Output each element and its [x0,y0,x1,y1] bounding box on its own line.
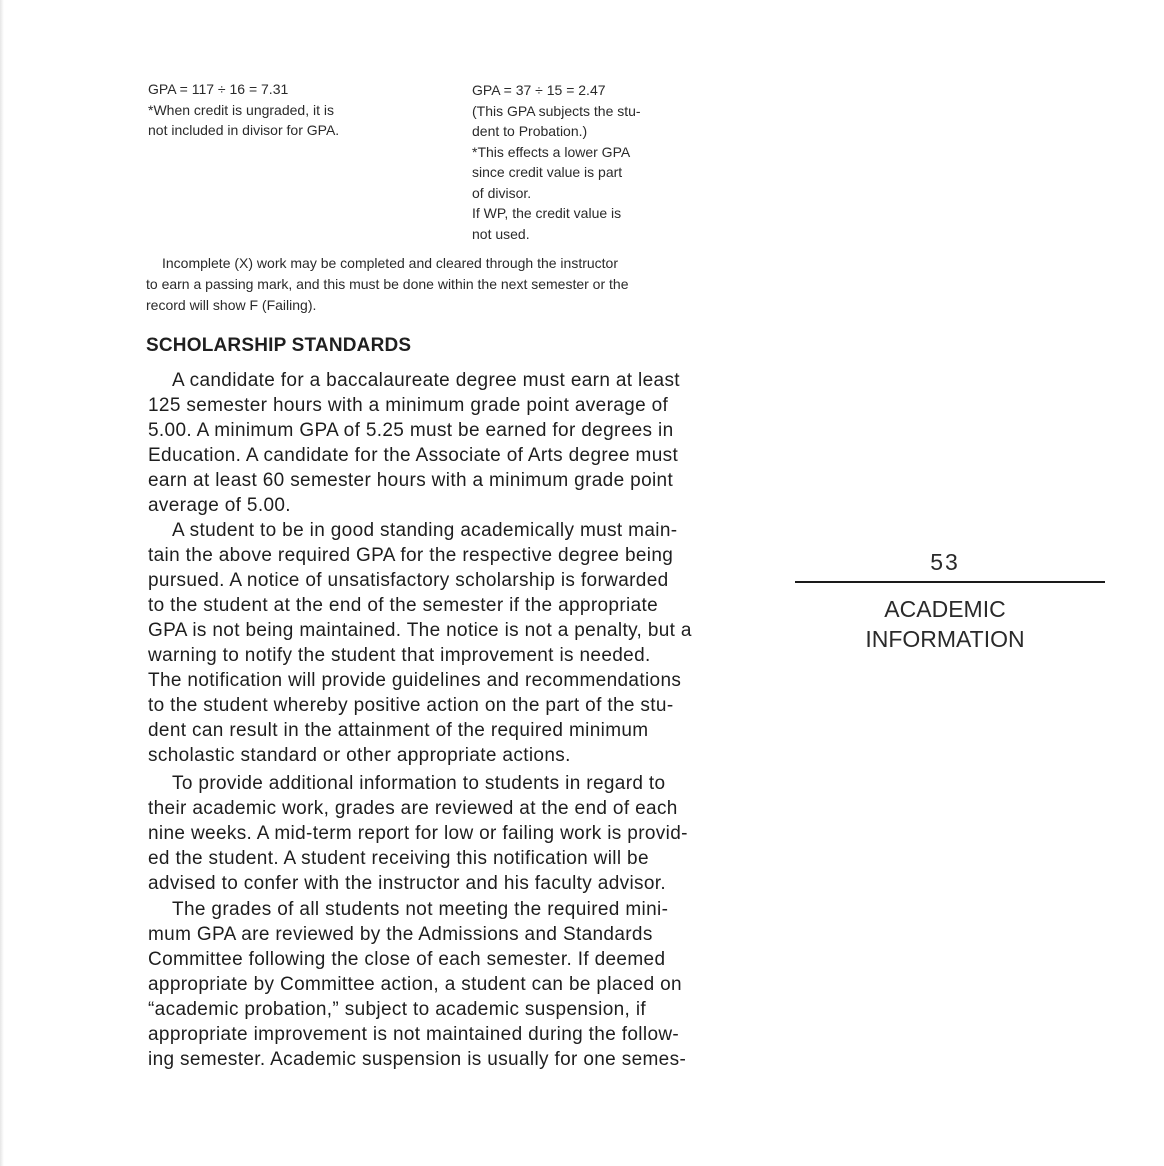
text-line: 5.00. A minimum GPA of 5.25 must be earned for degrees in [148,420,674,441]
text-line: pursued. A notice of unsatisfactory scholarship is forwarded [148,570,669,591]
text-line: Committee following the close of each semester. If deemed [148,949,666,970]
note-line: since credit value is part [472,164,623,180]
text-line: to the student at the end of the semester if the appropriate [148,595,659,616]
text-line: Education. A candidate for the Associate of Arts degree must [148,445,679,466]
text-line: warning to notify the student that improvement is needed. [148,645,651,666]
text-line: nine weeks. A mid-term report for low or failing work is provid- [148,823,688,844]
text-line: earn at least 60 semester hours with a minimum grade point [148,470,674,491]
text-line: to the student whereby positive action on the part of the stu- [148,695,674,716]
text-line: ed the student. A student receiving this notification will be [148,848,649,869]
text-line: The grades of all students not meeting the required mini- [172,899,669,920]
gpa-example-right [472,80,641,244]
note-line: not included in divisor for GPA. [148,122,340,138]
gpa-example-left [148,79,339,141]
text-line: “academic probation,” subject to academic suspension, if [148,999,647,1020]
text-line: appropriate by Committee action, a student can be placed on [148,974,682,995]
section-heading: SCHOLARSHIP STANDARDS [146,335,412,356]
text-line: average of 5.00. [148,495,291,516]
note-line: (This GPA subjects the stu- [472,102,641,119]
note-line: GPA = 117 ÷ 16 = 7.31 [148,81,289,97]
note-line: GPA = 37 ÷ 15 = 2.47 [472,82,606,98]
paragraph-degree-requirements [148,368,748,518]
note-line: Incomplete (X) work may be completed and cleared through the instructor [162,255,619,271]
text-line: The notification will provide guidelines and recommendations [148,670,682,691]
text-line: scholastic standard or other appropriate actions. [148,745,571,766]
page-edge-shadow [0,0,4,1166]
paragraph-good-standing [148,518,748,768]
note-line: to earn a passing mark, and this must be done within the next semester or the [146,276,629,292]
text-line: tain the above required GPA for the respective degree being [148,545,674,566]
note-line: dent to Probation.) [472,123,588,139]
text-line: their academic work, grades are reviewed at the end of each [148,798,678,819]
section-label-line: ACADEMIC [884,596,1006,622]
paragraph-academic-probation [148,897,748,1072]
note-line: *When credit is ungraded, it is [148,101,334,118]
text-line: ing semester. Academic suspension is usually for one semes- [148,1049,687,1070]
section-divider [795,581,1105,583]
section-label-line: INFORMATION [865,626,1025,652]
note-line: *This effects a lower GPA [472,143,631,160]
text-line: 125 semester hours with a minimum grade point average of [148,395,669,416]
text-line: dent can result in the attainment of the required minimum [148,720,649,741]
text-line: GPA is not being maintained. The notice is not a penalty, but a [148,620,692,641]
text-line: A student to be in good standing academically must main- [172,520,678,541]
incomplete-work-note [146,253,746,316]
text-line: appropriate improvement is not maintained during the follow- [148,1024,680,1045]
note-line: of divisor. [472,184,532,201]
section-label [830,594,1060,654]
note-line: If WP, the credit value is [472,205,622,221]
note-line: not used. [472,225,530,242]
text-line: A candidate for a baccalaureate degree must earn at least [172,370,680,391]
note-line: record will show F (Failing). [146,297,317,313]
text-line: mum GPA are reviewed by the Admissions and Standards [148,924,653,945]
text-line: advised to confer with the instructor and his faculty advisor. [148,873,667,894]
text-line: To provide additional information to students in regard to [172,773,666,794]
paragraph-midterm-report [148,771,748,896]
page-number: 53 [930,549,960,575]
